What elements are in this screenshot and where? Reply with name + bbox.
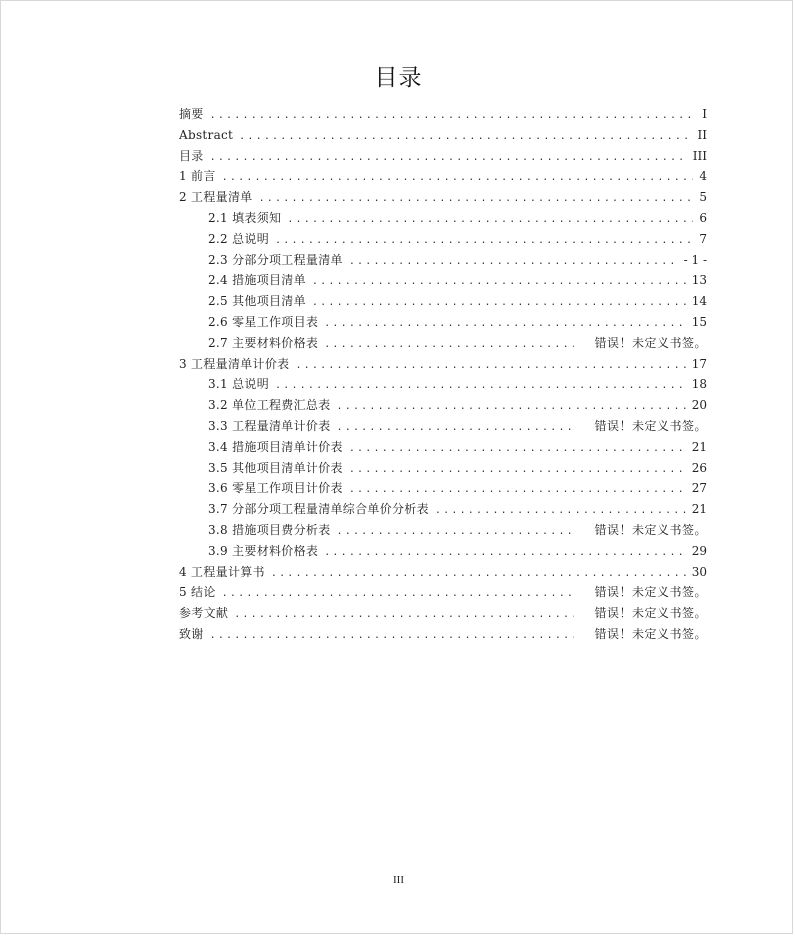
toc-dot-leader [210,626,575,645]
toc-entry-page: 错误！未定义书签。 [594,522,707,537]
toc-entry-label: 3.3 工程量清单计价表 [208,418,331,433]
toc-entry-label: 3.7 分部分项工程量清单综合单价分析表 [208,502,429,517]
toc-entry-page: 21 [691,502,707,517]
toc-entry-label: 目录 [179,148,204,163]
toc-entry-page: 6 [699,210,707,225]
toc-entry[interactable] [179,208,707,229]
toc-dot-leader [324,314,686,333]
toc-entry[interactable] [179,229,707,250]
toc-entry-page: 错误！未定义书签。 [594,606,707,621]
page-title: 目录 [374,65,423,91]
toc-entry[interactable] [179,603,707,624]
toc-entry-label: 2.3 分部分项工程量清单 [208,252,343,267]
toc-dot-leader [222,584,575,603]
toc-entry[interactable] [179,541,707,562]
toc-entry-page: 17 [691,356,707,371]
toc-entry-label: 致谢 [179,626,204,641]
toc-dot-leader [210,106,697,125]
toc-entry-page: - 1 - [683,252,707,267]
toc-dot-leader [337,522,575,541]
toc-entry-label: 2.1 填表须知 [208,210,282,225]
toc-entry[interactable] [179,562,707,583]
toc-dot-leader [275,376,686,395]
toc-entry-page: III [692,148,707,163]
toc-entry-page: 错误！未定义书签。 [594,585,707,600]
toc-dot-leader [210,148,687,167]
toc-entry-page: 5 [699,190,707,205]
toc-entry-page: 错误！未定义书签。 [594,418,707,433]
toc-entry-page: 18 [691,377,707,392]
toc-dot-leader [435,501,686,520]
toc-entry-label: 3.6 零星工作项目计价表 [208,481,343,496]
table-of-contents [179,104,707,645]
toc-dot-leader [295,356,685,375]
toc-entry-page: II [697,127,707,142]
toc-entry[interactable] [179,624,707,645]
toc-dot-leader [349,480,686,499]
toc-dot-leader [349,252,678,271]
toc-dot-leader [337,397,686,416]
toc-dot-leader [222,168,694,187]
toc-dot-leader [324,543,686,562]
toc-entry-label: 2.4 措施项目清单 [208,273,306,288]
toc-entry-page: 15 [691,314,707,329]
toc-entry-label: 3.2 单位工程费汇总表 [208,398,331,413]
toc-dot-leader [349,460,686,479]
toc-dot-leader [324,335,574,354]
toc-entry[interactable] [179,416,707,437]
toc-entry-label: 2 工程量清单 [179,190,253,205]
toc-entry-label: 4 工程量计算书 [179,564,265,579]
page-number: III [393,874,404,886]
toc-entry-label: Abstract [179,127,234,142]
toc-entry-page: 错误！未定义书签。 [594,626,707,641]
toc-entry-page: 30 [691,564,707,579]
toc-entry-page: 14 [691,294,707,309]
toc-entry-label: 2.5 其他项目清单 [208,294,306,309]
toc-entry[interactable] [179,333,707,354]
toc-entry-page: 7 [699,231,707,246]
toc-entry-page: 27 [691,481,707,496]
toc-entry[interactable] [179,166,707,187]
toc-dot-leader [239,127,691,146]
toc-entry-label: 1 前言 [179,169,216,184]
toc-entry-label: 摘要 [179,107,204,121]
toc-dot-leader [349,439,686,458]
toc-entry-page: I [702,107,707,121]
toc-dot-leader [275,231,693,250]
toc-entry-label: 参考文献 [179,606,229,621]
toc-entry[interactable] [179,395,707,416]
toc-dot-leader [271,564,686,583]
toc-entry[interactable] [179,499,707,520]
toc-dot-leader [234,605,574,624]
toc-entry-page: 20 [691,398,707,413]
toc-entry-label: 3.5 其他项目清单计价表 [208,460,343,475]
toc-entry[interactable] [179,146,707,167]
toc-entry-page: 4 [699,169,707,184]
toc-entry[interactable] [179,582,707,603]
toc-entry-label: 3.4 措施项目清单计价表 [208,439,343,454]
toc-entry[interactable] [179,374,707,395]
toc-entry-label: 2.7 主要材料价格表 [208,335,319,350]
toc-entry[interactable] [179,250,707,271]
toc-entry[interactable] [179,270,707,291]
toc-entry[interactable] [179,291,707,312]
toc-entry[interactable] [179,187,707,208]
toc-entry[interactable] [179,125,707,146]
toc-entry-page: 21 [691,439,707,454]
toc-entry-page: 错误！未定义书签。 [594,335,707,350]
toc-entry-label: 3 工程量清单计价表 [179,356,290,371]
toc-entry-label: 3.1 总说明 [208,377,269,392]
toc-entry-label: 3.8 措施项目费分析表 [208,522,331,537]
toc-dot-leader [287,210,693,229]
toc-dot-leader [312,293,686,312]
toc-dot-leader [259,189,694,208]
toc-entry[interactable] [179,520,707,541]
toc-entry-page: 13 [691,273,707,288]
toc-entry-label: 2.6 零星工作项目表 [208,314,319,329]
toc-entry-label: 2.2 总说明 [208,231,269,246]
toc-entry[interactable] [179,104,707,125]
toc-entry[interactable] [179,437,707,458]
toc-entry-label: 3.9 主要材料价格表 [208,543,319,558]
toc-entry[interactable] [179,478,707,499]
toc-entry-page: 26 [691,460,707,475]
toc-entry-page: 29 [691,543,707,558]
toc-entry-label: 5 结论 [179,585,216,600]
toc-entry[interactable] [179,458,707,479]
toc-entry[interactable] [179,312,707,333]
toc-dot-leader [312,272,686,291]
toc-dot-leader [337,418,575,437]
toc-entry[interactable] [179,354,707,375]
